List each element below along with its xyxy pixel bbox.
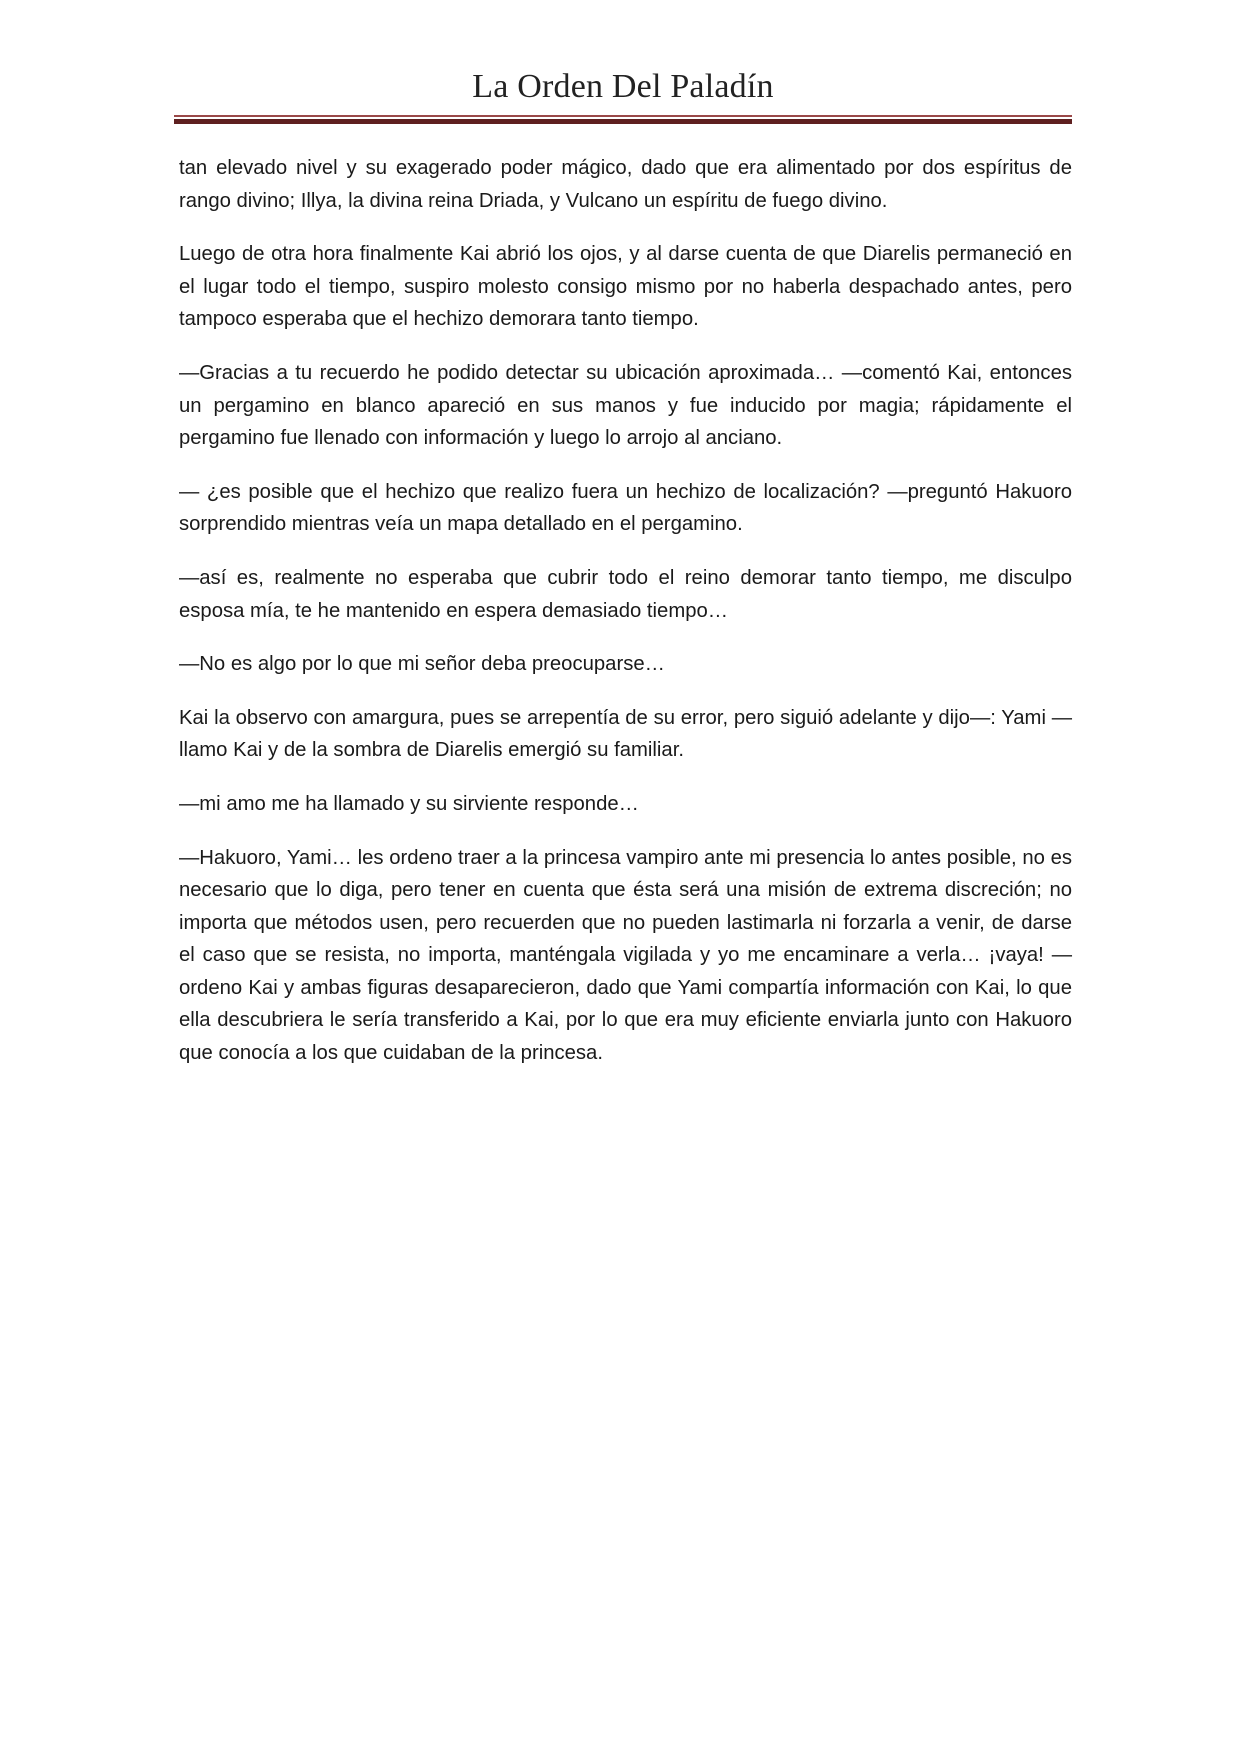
page-header xyxy=(174,68,1072,105)
body-text xyxy=(179,152,1072,1091)
paragraph: —mi amo me ha llamado y su sirviente responde… xyxy=(179,792,639,815)
paragraph: —Hakuoro, Yami… les ordeno traer a la princesa vampiro ante mi presencia lo antes posible, no es necesario que lo diga, pero tener en cuenta que ésta será una misión de extrema discreción; no importa que métodos usen, pero recuerden que no pueden lastimarla ni forzarla a venir, de darse el caso que se resista, no importa, manténgala vigilada y yo me encaminare a verla… ¡vaya! —ordeno Kai y ambas figuras desaparecieron, dado que Yami compartía información con Kai, lo que ella descubriera le sería transferido a Kai, por lo que era muy eficiente enviarla junto con Hakuoro que conocía a los que cuidaban de la princesa. xyxy=(179,846,1072,1065)
paragraph: — ¿es posible que el hechizo que realizo fuera un hechizo de localización? —preguntó Hakuoro sorprendido mientras veía un mapa detallado en el pergamino. xyxy=(179,480,1072,536)
paragraph: Kai la observo con amargura, pues se arrepentía de su error, pero siguió adelante y dijo—: Yami —llamo Kai y de la sombra de Diarelis emergió su familiar. xyxy=(179,706,1072,762)
header-divider-thin-line xyxy=(174,115,1072,117)
paragraph: —así es, realmente no esperaba que cubrir todo el reino demorar tanto tiempo, me disculpo esposa mía, te he mantenido en espera demasiado tiempo… xyxy=(179,566,1072,622)
header-title: La Orden Del Paladín xyxy=(472,68,774,105)
paragraph: —No es algo por lo que mi señor deba preocuparse… xyxy=(179,653,665,676)
paragraph: —Gracias a tu recuerdo he podido detectar su ubicación aproximada… —comentó Kai, entonces un pergamino en blanco apareció en sus manos y fue inducido por magia; rápidamente el pergamino fue llenado con información y luego lo arrojo al anciano. xyxy=(179,361,1072,450)
header-divider xyxy=(174,115,1072,125)
paragraph: Luego de otra hora finalmente Kai abrió los ojos, y al darse cuenta de que Diarelis permaneció en el lugar todo el tiempo, suspiro molesto consigo mismo por no haberla despachado antes, pero tampoco esperaba que el hechizo demorara tanto tiempo. xyxy=(179,243,1072,331)
paragraph: tan elevado nivel y su exagerado poder mágico, dado que era alimentado por dos espíritus de rango divino; Illya, la divina reina Driada, y Vulcano un espíritu de fuego divino. xyxy=(179,157,1072,212)
header-divider-thick-line xyxy=(174,119,1072,124)
